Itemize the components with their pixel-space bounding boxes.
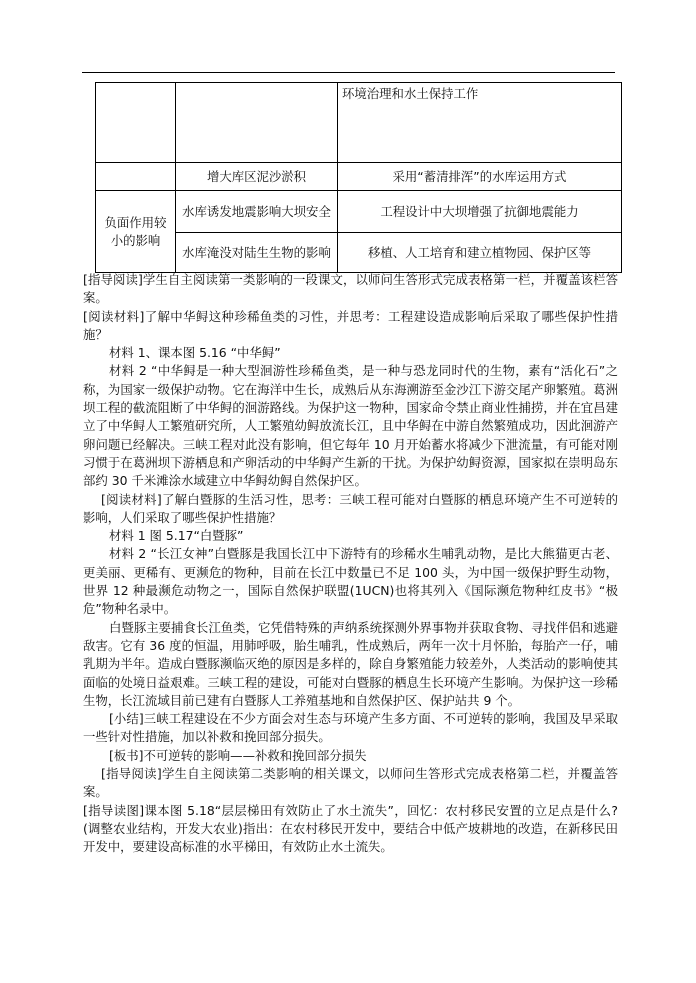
table-cell: 采用“蓄清排浑”的水库运用方式 xyxy=(338,163,622,191)
table-group-label: 负面作用较小的影响 xyxy=(96,191,176,273)
table-row xyxy=(96,191,622,233)
table-cell: 增大库区泥沙淤积 xyxy=(176,163,338,191)
header-rule xyxy=(82,72,615,73)
paragraph: 材料 2 “中华鲟是一种大型洄游性珍稀鱼类，是一种与恐龙同时代的生物，素有“活化石”之称，为国家一级保护动物。它在海洋中生长，成熟后从东海溯游至金沙江下游交尾产卵繁殖。葛洲坝工程的截流阻断了中华鲟的洄游路线。为保护这一物种，国家命令禁止商业性捕捞，并在宜昌建立了中华鲟人工繁殖研究所，人工繁殖幼鲟放流长江，且中华鲟在中游自然繁殖成功，因此洄游产卵问题已经解决。三峡工程对此没有影响，但它每年 10 月开始蓄水将减少下泄流量，有可能对刚习惯于在葛洲坝下游栖息和产卵活动的中华鲟产生新的干扰。为保护幼鲟资源，国家拟在崇明岛东部约 30 千米滩涂水域建立中华鲟幼鲟自然保护区。 xyxy=(83,363,618,489)
table-row xyxy=(96,163,622,191)
paragraph: 材料 1、课本图 5.16 “中华鲟” xyxy=(109,345,281,361)
paragraph: 材料 2 “长江女神”白暨豚是我国长江中下游特有的珍稀水生哺乳动物，是比大熊猫更古老、更美丽、更稀有、更濒危的物种，目前在长江中数量已不足 100 头，为中国一级保护野生动物，世界 12 种最濒危动物之一，国际自然保护联盟(1UCN)也将其列入《国际濒危物种红皮书》“极危”物种名录中。 xyxy=(83,546,618,617)
paragraph: [阅读材料]了解白暨豚的生活习性，思考：三峡工程可能对白暨豚的栖息环境产生不可逆转的影响，人们采取了哪些保护性措施？ xyxy=(83,491,618,525)
table-cell: 水库淹没对陆生生物的影响 xyxy=(176,233,338,273)
paragraph: 白暨豚主要捕食长江鱼类，它凭借特殊的声纳系统探测外界事物并获取食物、寻找伴侣和逃避敌害。它有 36 度的恒温，用肺呼吸，胎生哺乳，性成熟后，两年一次十月怀胎，每胎产一仔，哺乳期为半年。造成白暨豚濒临灭绝的原因是多样的，除自身繁殖能力较差外，人类活动的影响使其面临的处境日益艰难。三峡工程的建设，可能对白暨豚的栖息生长环境产生影响。为保护这一珍稀生物，长江流域目前已建有白暨豚人工养殖基地和自然保护区、保护站共 9 个。 xyxy=(83,619,618,708)
paragraph: [指导读图]课本图 5.18“层层梯田有效防止了水土流失”，回忆：农村移民安置的立足点是什么?(调整农业结构，开发大农业)指出：在农村移民开发中，要结合中低产坡耕地的改造，在新移民田开发中，要建设高标准的水平梯田，有效防止水土流失。 xyxy=(83,802,618,855)
document-body xyxy=(83,271,618,857)
impact-table xyxy=(95,82,622,273)
paragraph: [板书]不可逆转的影响——补救和挽回部分损失 xyxy=(109,747,367,763)
paragraph: [指导阅读]学生自主阅读第一类影响的一段课文，以师问生答形式完成表格第一栏，并覆盖该栏答案。 xyxy=(83,272,618,306)
table-cell: 水库诱发地震影响大坝安全 xyxy=(176,191,338,233)
paragraph: [小结]三峡工程建设在不少方面会对生态与环境产生多方面、不可逆转的影响，我国及早采取一些针对性措施，加以补救和挽回部分损失。 xyxy=(83,711,618,745)
table-cell-empty xyxy=(96,163,176,191)
table-cell: 移植、人工培育和建立植物园、保护区等 xyxy=(338,233,622,273)
table-cell-empty xyxy=(176,83,338,163)
table-cell-empty xyxy=(96,83,176,163)
paragraph: 材料 1 图 5.17“白暨豚” xyxy=(109,528,244,544)
table-row xyxy=(96,83,622,163)
paragraph: [阅读材料]了解中华鲟这种珍稀鱼类的习性，并思考：工程建设造成影响后采取了哪些保护性措施？ xyxy=(83,308,618,342)
table-cell: 工程设计中大坝增强了抗御地震能力 xyxy=(338,191,622,233)
paragraph: [指导阅读]学生自主阅读第二类影响的相关课文，以师问生答形式完成表格第二栏，并覆盖答案。 xyxy=(83,766,618,800)
table-cell: 环境治理和水土保持工作 xyxy=(338,83,622,163)
